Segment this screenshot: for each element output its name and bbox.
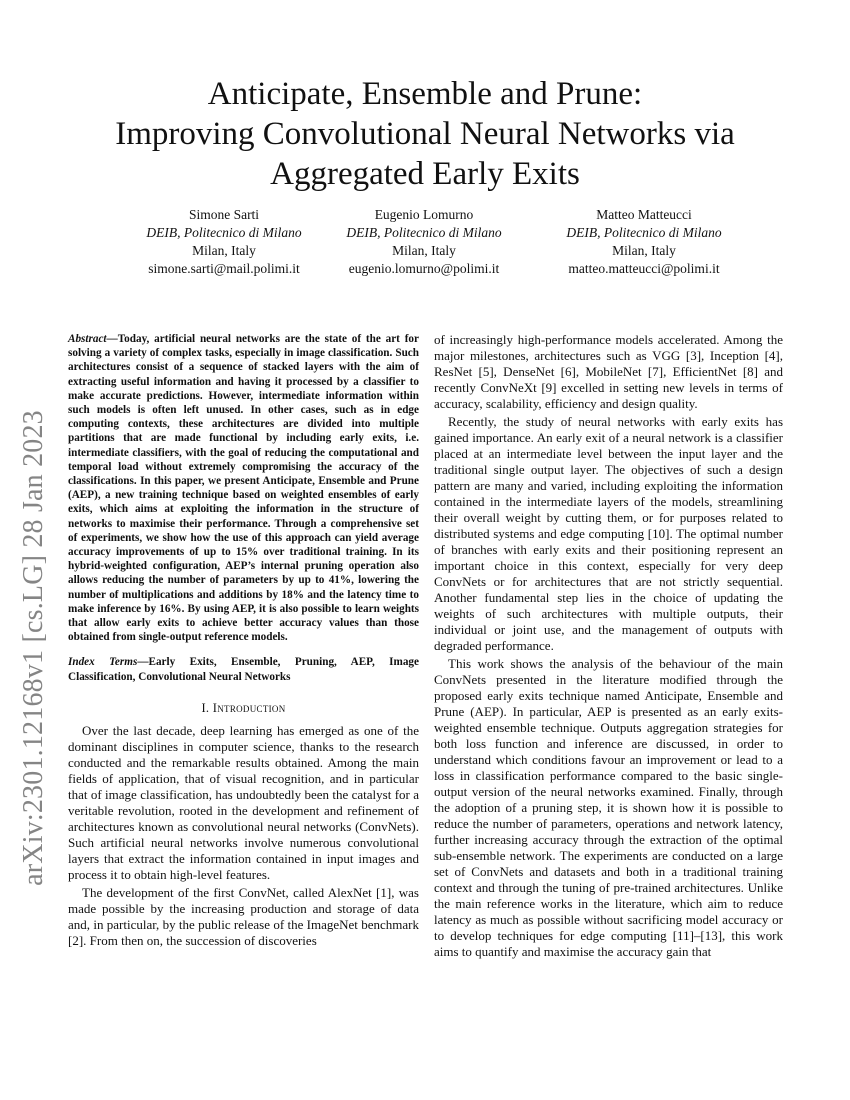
author-location: Milan, Italy xyxy=(192,243,256,258)
title-line: Anticipate, Ensemble and Prune: xyxy=(207,76,643,112)
author-block-3 xyxy=(524,206,764,278)
author-affiliation: DEIB, Politecnico di Milano xyxy=(346,225,502,240)
author-name: Simone Sarti xyxy=(188,207,260,222)
arxiv-side-stamp xyxy=(9,285,59,1010)
right-column xyxy=(434,332,783,962)
author-email: matteo.matteucci@polimi.it xyxy=(568,261,720,276)
abstract xyxy=(68,332,419,644)
author-name: Matteo Matteucci xyxy=(596,207,692,222)
left-column xyxy=(68,332,419,951)
author-affiliation: DEIB, Politecnico di Milano xyxy=(146,225,302,240)
author-affiliation: DEIB, Politecnico di Milano xyxy=(566,225,722,240)
section-heading-introduction: I. Introduction xyxy=(201,700,286,715)
author-email: eugenio.lomurno@polimi.it xyxy=(348,261,500,276)
index-terms-lead: Index Terms xyxy=(68,656,138,669)
body-paragraph: of increasingly high-performance models accelerated. Among the major milestones, architectures such as VGG [3], Inception [4], ResNet [5], DenseNet [6], MobileNet [7], EfficientNet [8] and recently ConvNeXt [9] excelled in setting new levels in terms of accuracy, scalability, efficiency and design quality. xyxy=(434,332,783,411)
body-paragraph: The development of the first ConvNet, called AlexNet [1], was made possible by the increasing production and storage of data and, in particular, by the public release of the ImageNet benchmark [2]. From then on, the succession of discoveries xyxy=(68,884,419,948)
author-location: Milan, Italy xyxy=(392,243,456,258)
title-line: Aggregated Early Exits xyxy=(270,156,580,192)
arxiv-identifier: arXiv:2301.12168v1 [cs.LG] 28 Jan 2023 xyxy=(18,409,50,886)
body-paragraph: Over the last decade, deep learning has emerged as one of the dominant disciplines in computer science, thanks to the research conducted and the remarkable results obtained. Among the main fields of application, that of visual recognition, and in particular that of image classification, has undoubtedly been the catalyst for a veritable revolution, rooted in the development and refinement of architectures known as convolutional neural networks (ConvNets). Such artificial neural networks involve numerous convolutional layers that extract the information contained in input images and process it to obtain high-level features. xyxy=(68,722,419,882)
title-line: Improving Convolutional Neural Networks via xyxy=(115,116,735,152)
body-paragraph: This work shows the analysis of the behaviour of the main ConvNets presented in the literature modified through the proposed early exits technique named Anticipate, Ensemble and Prune (AEP). In particular, AEP is presented as an early exits-weighted ensemble technique. Outputs aggregation strategies for both loss function and inference are discussed, in order to understand which conditions favour an improvement or lead to a loss in classification performance compared to the basic single-output version of the neural networks examined. Finally, through the adoption of a pruning step, it is shown how it is possible to reduce the number of parameters, operations and network latency, further increasing accuracy through the extraction of the optimal sub-ensemble network. The experiments are conducted on a large set of ConvNets and datasets and both in a traditional training context and through the tuning of pre-trained architectures. Unlike the main reference works in the literature, which aim to reduce latency as much as possible without sacrificing model accuracy or to develop techniques for edge computing [11]–[13], this work aims to quantify and maximise the accuracy gain that xyxy=(434,656,783,959)
author-name: Eugenio Lomurno xyxy=(374,207,474,222)
body-paragraph: Recently, the study of neural networks with early exits has gained importance. An early exit of a neural network is a classifier placed at an intermediate level between the input layer and the traditional single output layer. The objectives of such a design pattern are many and varied, including exploiting the information contained in the intermediate layers of the models, streamlining their overall weight by cutting them, or for purposes related to distributed systems and edge computing [10]. The optimal number of branches with early exits and their positioning represent an important choice in this context, especially for very deep ConvNets or for architectures that are not strictly sequential. Another fundamental step lies in the choice of updating the weights of such architectures with multiple outputs, their individual or joint use, and the management of outputs with degraded performance. xyxy=(434,414,783,653)
abstract-lead: Abstract xyxy=(68,333,107,345)
abstract-text: —Today, artificial neural networks are the state of the art for solving a variety of complex tasks, especially in image classification. Such architectures consist of a sequence of stacked layers with the aim of extracting useful information and having it processed by a classifier to make accurate predictions. However, intermediate information within such models is often left unused. In other cases, such as in edge computing contexts, these architectures are divided into multiple partitions that are made functional by including early exits, i.e. intermediate classifiers, with the goal of reducing the computational and temporal load without extremely compromising the accuracy of the classifications. In this paper, we present Anticipate, Ensemble and Prune (AEP), a new training technique based on weighted ensembles of early exits, which aims at exploiting the information in the structure of networks to maximise their performance. Through a comprehensive set of experiments, we show how the use of this approach can yield average accuracy improvements of up to 15% over traditional training. In its hybrid-weighted configuration, AEP’s internal pruning operation also allows reducing the number of parameters by up to 41%, lowering the number of multiplications and additions by 18% and the latency time to make inference by 16%. By using AEP, it is also possible to learn weights that allow early exits to achieve better accuracy values than those obtained from single-output reference models. xyxy=(68,333,419,644)
author-block-2 xyxy=(304,206,544,278)
paper-title xyxy=(60,74,790,194)
index-terms-text: —Early Exits, Ensemble, Pruning, AEP, Image Classification, Convolutional Neural Networks xyxy=(68,656,419,683)
author-location: Milan, Italy xyxy=(612,243,676,258)
index-terms xyxy=(68,655,419,683)
author-email: simone.sarti@mail.polimi.it xyxy=(148,261,300,276)
